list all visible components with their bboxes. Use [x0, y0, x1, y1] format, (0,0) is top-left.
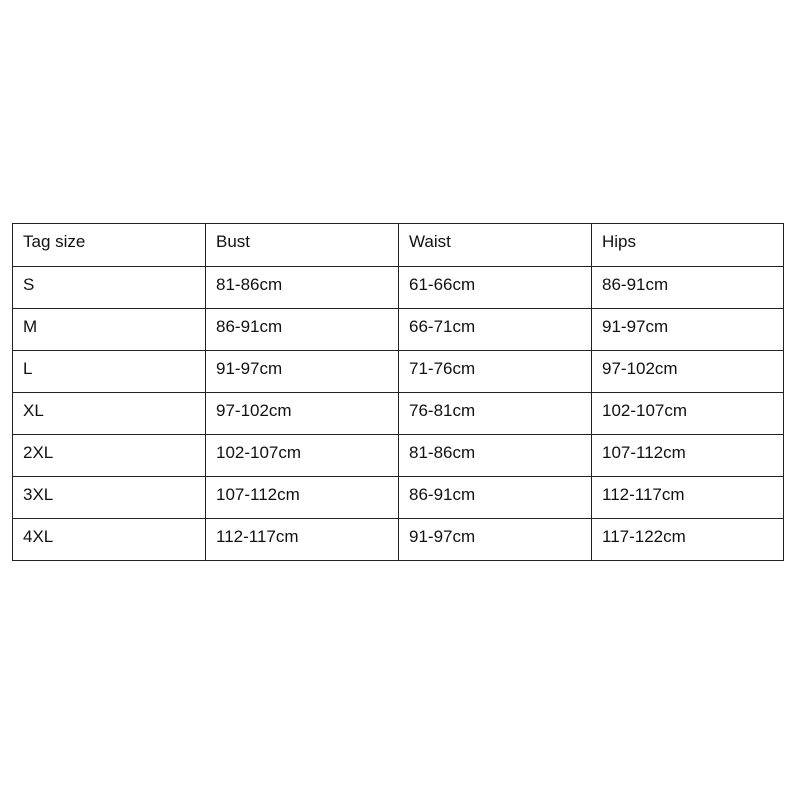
header-tag-size: Tag size	[13, 224, 206, 267]
table-row	[13, 351, 784, 393]
table-row	[13, 393, 784, 435]
cell-bust: 97-102cm	[206, 393, 399, 435]
table-row	[13, 519, 784, 561]
cell-hips: 112-117cm	[592, 477, 784, 519]
cell-hips: 91-97cm	[592, 309, 784, 351]
cell-bust: 107-112cm	[206, 477, 399, 519]
cell-tag-size: 2XL	[13, 435, 206, 477]
cell-waist: 61-66cm	[399, 267, 592, 309]
cell-waist: 81-86cm	[399, 435, 592, 477]
cell-waist: 66-71cm	[399, 309, 592, 351]
cell-tag-size: 3XL	[13, 477, 206, 519]
size-chart-table	[12, 223, 784, 561]
cell-hips: 97-102cm	[592, 351, 784, 393]
cell-bust: 112-117cm	[206, 519, 399, 561]
table-row	[13, 477, 784, 519]
cell-tag-size: XL	[13, 393, 206, 435]
cell-tag-size: L	[13, 351, 206, 393]
cell-waist: 71-76cm	[399, 351, 592, 393]
cell-hips: 117-122cm	[592, 519, 784, 561]
cell-tag-size: S	[13, 267, 206, 309]
cell-tag-size: M	[13, 309, 206, 351]
header-waist: Waist	[399, 224, 592, 267]
cell-waist: 91-97cm	[399, 519, 592, 561]
cell-bust: 81-86cm	[206, 267, 399, 309]
cell-bust: 86-91cm	[206, 309, 399, 351]
table-header-row	[13, 224, 784, 267]
cell-bust: 102-107cm	[206, 435, 399, 477]
cell-hips: 86-91cm	[592, 267, 784, 309]
cell-tag-size: 4XL	[13, 519, 206, 561]
table-row	[13, 267, 784, 309]
table-row	[13, 435, 784, 477]
header-hips: Hips	[592, 224, 784, 267]
header-bust: Bust	[206, 224, 399, 267]
cell-hips: 102-107cm	[592, 393, 784, 435]
cell-waist: 76-81cm	[399, 393, 592, 435]
cell-bust: 91-97cm	[206, 351, 399, 393]
cell-hips: 107-112cm	[592, 435, 784, 477]
table-row	[13, 309, 784, 351]
cell-waist: 86-91cm	[399, 477, 592, 519]
